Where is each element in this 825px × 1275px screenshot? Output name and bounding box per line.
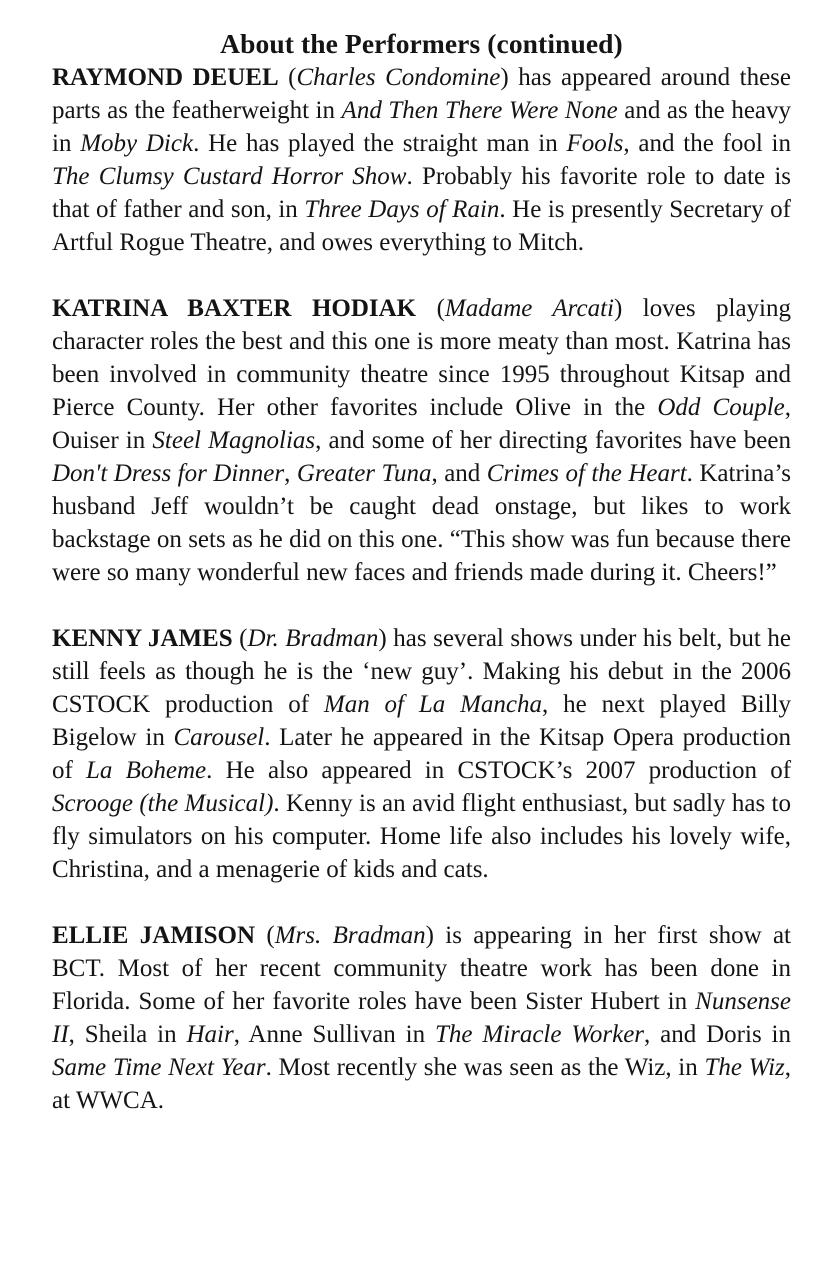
role-or-title: And Then There Were None bbox=[341, 97, 618, 124]
performer-bios bbox=[52, 61, 791, 1117]
bio-text: , at WWCA. bbox=[52, 1054, 791, 1114]
role-or-title: The Miracle Worker bbox=[434, 1021, 645, 1048]
role-or-title: Odd Couple bbox=[657, 394, 785, 421]
role-or-title: Don't Dress for Dinner bbox=[52, 460, 285, 487]
role-or-title: Carousel bbox=[173, 724, 265, 751]
role-or-title: Moby Dick bbox=[80, 130, 194, 157]
role-or-title: Dr. Bradman bbox=[247, 625, 379, 652]
bio-text: ) has several shows under his belt, but he still feels as though he is the ‘new guy’. Making his debut in the 2006 CSTOCK production of bbox=[52, 625, 791, 718]
role-or-title: Madame Arcati bbox=[444, 295, 614, 322]
role-or-title: Steel Magnolias bbox=[152, 427, 316, 454]
bio-text: , and bbox=[431, 460, 487, 487]
bio-text: , and some of her directing favorites have been bbox=[315, 427, 791, 454]
bio-text: . Probably his favorite role to date is that of father and son, in bbox=[52, 163, 792, 223]
bio-kenny-james bbox=[52, 622, 791, 886]
role-or-title: Same Time Next Year bbox=[52, 1054, 266, 1081]
role-or-title: Hair bbox=[186, 1021, 234, 1048]
bio-text: , Ouiser in bbox=[52, 394, 791, 454]
bio-katrina-baxter-hodiak bbox=[52, 292, 791, 589]
bio-text: , and the fool in bbox=[623, 130, 792, 157]
role-or-title: Nunsense II bbox=[52, 988, 791, 1048]
bio-text: , and Doris in bbox=[644, 1021, 791, 1048]
role-or-title: Fools bbox=[566, 130, 624, 157]
role-or-title: Mrs. Bradman bbox=[274, 922, 426, 949]
performer-name: ELLIE JAMISON bbox=[52, 922, 256, 949]
bio-text: , bbox=[284, 460, 297, 487]
bio-ellie-jamison bbox=[52, 919, 791, 1117]
bio-text: ) is appearing in her first show at BCT. Most of her recent community theatre work has been done in Florida. Some of her favorite roles have been Sister Hubert in bbox=[52, 922, 791, 1015]
bio-text: ) loves playing character roles the best and this one is more meaty than most. Katrina has been involved in community theatre since 1995 throughout Kitsap and Pierce County. Her other favorites include Olive in the bbox=[52, 295, 791, 421]
role-or-title: The Wiz bbox=[704, 1054, 785, 1081]
role-or-title: Greater Tuna bbox=[296, 460, 432, 487]
role-or-title: Man of La Mancha bbox=[323, 691, 543, 718]
bio-text: . He also appeared in CSTOCK’s 2007 production of bbox=[206, 757, 792, 784]
bio-text: , Sheila in bbox=[68, 1021, 187, 1048]
bio-text: and as the heavy in bbox=[52, 97, 792, 157]
bio-text: . Most recently she was seen as the Wiz, in bbox=[265, 1054, 705, 1081]
performer-name: RAYMOND DEUEL bbox=[52, 64, 279, 91]
role-or-title: Three Days of Rain bbox=[304, 196, 500, 223]
bio-text: . Later he appeared in the Kitsap Opera production of bbox=[52, 724, 791, 784]
bio-text: ) has appeared around these parts as the featherweight in bbox=[52, 64, 791, 124]
bio-text: , he next played Billy Bigelow in bbox=[52, 691, 791, 751]
performer-name: KATRINA BAXTER HODIAK bbox=[52, 295, 417, 322]
role-or-title: Scrooge (the Musical) bbox=[52, 790, 274, 817]
bio-text: ( bbox=[232, 625, 248, 652]
role-or-title: Charles Condomine bbox=[296, 64, 501, 91]
bio-text: , Anne Sullivan in bbox=[233, 1021, 435, 1048]
bio-text: . He has played the straight man in bbox=[193, 130, 567, 157]
role-or-title: The Clumsy Custard Horror Show bbox=[52, 163, 407, 190]
role-or-title: Crimes of the Heart bbox=[486, 460, 687, 487]
bio-text: ( bbox=[278, 64, 297, 91]
bio-text: . Katrina’s husband Jeff wouldn’t be caught dead onstage, but likes to work backstage on sets as he did on this one. “This show was fun because there were so many wonderful new faces and friends made during it. Cheers!” bbox=[52, 460, 791, 586]
page-title: About the Performers (continued) bbox=[220, 28, 623, 59]
bio-text: . He is presently Secretary of Artful Rogue Theatre, and owes everything to Mitch. bbox=[52, 196, 791, 256]
bio-text: ( bbox=[255, 922, 275, 949]
bio-text: ( bbox=[416, 295, 445, 322]
bio-raymond-deuel bbox=[52, 61, 791, 259]
performer-name: KENNY JAMES bbox=[52, 625, 233, 652]
role-or-title: La Boheme bbox=[86, 757, 207, 784]
bio-text: . Kenny is an avid flight enthusiast, but sadly has to fly simulators on his computer. Home life also includes his lovely wife, Christina, and a menagerie of kids and cats. bbox=[52, 790, 791, 883]
